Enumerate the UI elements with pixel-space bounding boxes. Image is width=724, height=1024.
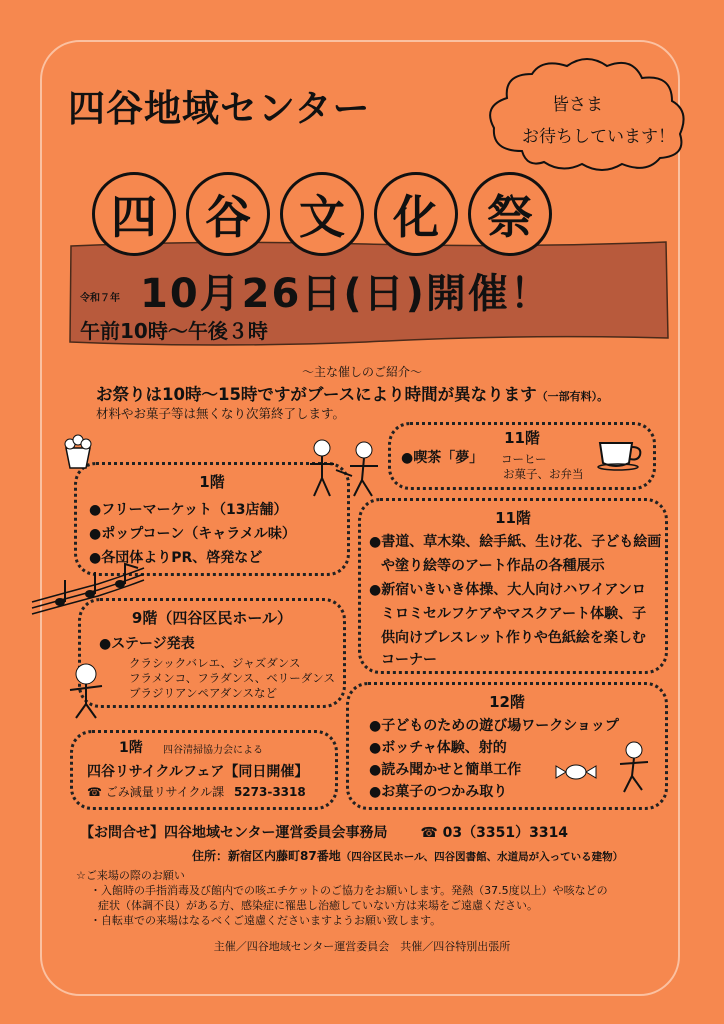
recycle-coop: 四谷清掃協力会による: [163, 745, 263, 756]
floor11-box: [358, 498, 668, 674]
note-line: 症状（体調不良）がある方、感染症に罹患し治癒していない方は来場をご遠慮ください。: [98, 899, 538, 912]
notes-title: ☆ご来場の際のお願い: [76, 869, 185, 882]
floor12-item: ●子どものための遊び場ワークショップ: [369, 718, 619, 734]
festival-char: 文: [280, 172, 364, 256]
note-line: ・自転車での来場はなるべくご遠慮くださいますようお願い致します。: [90, 914, 442, 927]
floor11-line: コーナー: [381, 652, 437, 668]
child-icon: [62, 660, 110, 720]
recycle-phone-label: ごみ減量リサイクル課: [105, 785, 225, 799]
intro-main: [96, 381, 608, 405]
contact-line: [80, 822, 568, 842]
festival-char: 四: [92, 172, 176, 256]
floor1-item: ●各団体よりPR、啓発など: [89, 550, 263, 566]
festival-title: [92, 172, 552, 256]
floor9-item: ●ステージ発表: [99, 636, 195, 652]
candy-icon: [544, 740, 662, 796]
children-icon: [302, 436, 394, 500]
event-date: 10月26日(日)開催！: [140, 271, 552, 317]
recycle-phone-row: [87, 783, 306, 800]
note-line: ・入館時の手指消毒及び館内での咳エチケットのご協力をお願いします。発熱（37.5度以上）や咳などの: [90, 884, 608, 897]
box-floor: 1階: [119, 740, 143, 756]
phone-icon: ☎: [420, 825, 443, 841]
center-title: 四谷地域センター: [68, 87, 371, 130]
festival-char: 谷: [186, 172, 270, 256]
recycle-name: 四谷リサイクルフェア【同日開催】: [87, 764, 309, 780]
contact-tel: 03（3351）3314: [442, 825, 569, 841]
floor11-line: ●書道、草木染、絵手紙、生け花、子ども絵画: [369, 534, 662, 550]
recycle-phone: 5273-3318: [233, 785, 306, 799]
floor11-line: ●新宿いきいき体操、大人向けハワイアンロ: [369, 582, 646, 598]
box-floor: 11階: [504, 429, 540, 447]
popcorn-icon: [58, 432, 98, 470]
box-floor: 11階: [495, 509, 531, 527]
era-label: 令和７年: [80, 293, 120, 304]
floor12-item: ●お菓子のつかみ取り: [369, 784, 508, 800]
dance-line: ブラジリアンペアダンスなど: [129, 686, 278, 700]
event-hours: 午前10時〜午後３時: [80, 319, 268, 343]
floor11-line: や塗り絵等のアート作品の各種展示: [381, 558, 605, 574]
dance-line: フラメンコ、フラダンス、ベリーダンス: [129, 671, 335, 685]
floor12-item: ●読み聞かせと簡単工作: [369, 762, 522, 778]
floor1-item: ●ポップコーン（キャラメル味）: [89, 526, 296, 542]
recycle-box: [70, 730, 338, 810]
floor1-item: ●フリーマーケット（13店舗）: [89, 502, 288, 518]
floor12-item: ●ボッチャ体験、射的: [369, 740, 507, 756]
dance-line: クラシックバレエ、ジャズダンス: [129, 656, 301, 670]
intro-heading: 〜主な催しのご紹介〜: [301, 365, 422, 379]
floor11-line: ミロミセルフケアやマスクアート体験、子: [381, 606, 647, 622]
floor9-box: [78, 598, 346, 708]
cafe-name: ●喫茶「夢」: [401, 450, 484, 466]
box-floor: 9階（四谷区民ホール）: [131, 609, 293, 627]
notes: [76, 868, 608, 928]
greeting-cloud: [482, 56, 692, 176]
cafe-item: コーヒー: [501, 452, 547, 466]
cafe-box: [388, 422, 656, 490]
intro-main-text: お祭りは10時〜15時ですがブースにより時間が異なります: [96, 385, 537, 404]
festival-char: 化: [374, 172, 458, 256]
phone-icon: ☎: [87, 785, 102, 799]
cloud-line-1: 皆さま: [552, 95, 603, 115]
cafe-item: お菓子、お弁当: [503, 467, 584, 481]
contact-label: 【お問合せ】四谷地域センター運営委員会事務局: [80, 825, 388, 841]
box-floor: 1階: [199, 473, 225, 491]
box-floor: 12階: [489, 693, 525, 711]
floor11-line: 供向けブレスレット作りや色紙絵を楽しむ: [381, 630, 646, 646]
intro-sub: 材料やお菓子等は無くなり次第終了します。: [96, 406, 346, 421]
contact-tel-row: [420, 825, 568, 841]
festival-char: 祭: [468, 172, 552, 256]
coffee-cup-icon: [596, 431, 648, 471]
cloud-line-2: お待ちしています！: [522, 127, 675, 147]
intro-main-note: （一部有料）。: [536, 390, 609, 403]
address: 住所：新宿区内藤町87番地: [192, 849, 341, 863]
organizer: 主催／四谷地域センター運営委員会 共催／四谷特別出張所: [213, 940, 511, 953]
cloud-shape: [482, 56, 692, 176]
address-note: （四谷区民ホール、四谷図書館、水道局が入っている建物）: [340, 851, 624, 863]
address-line: [192, 847, 623, 864]
